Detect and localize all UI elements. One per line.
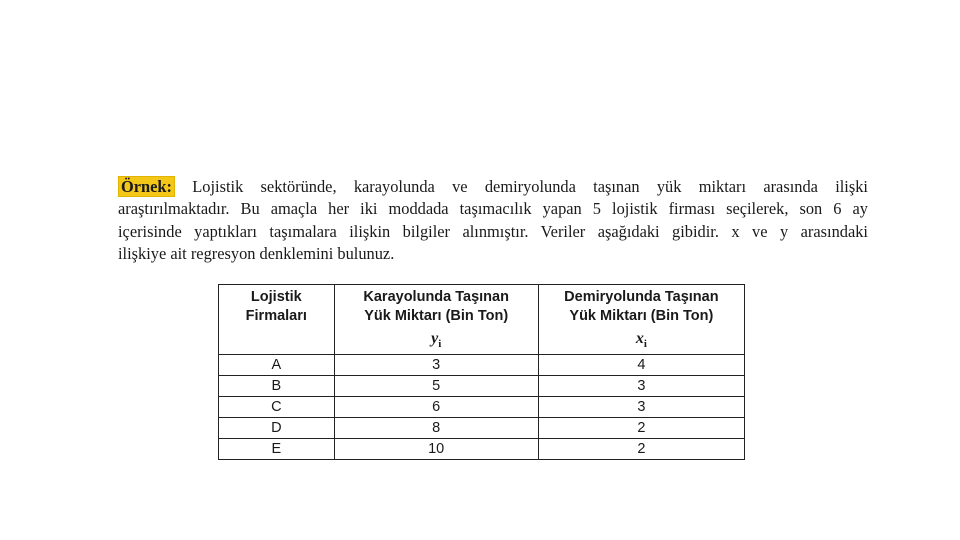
paragraph-line-3: içerisinde yaptıkları taşımalara ilişkin bilgiler alınmıştır. Veriler aşağıdaki gibidir. x ve y arasındaki bbox=[118, 221, 868, 241]
table-row bbox=[219, 418, 745, 439]
header-rail bbox=[538, 285, 744, 355]
cell-firm: A bbox=[219, 355, 335, 376]
header-rail-line2: Yük Miktarı (Bin Ton) bbox=[569, 308, 714, 324]
header-road-line2: Yük Miktarı (Bin Ton) bbox=[364, 308, 509, 324]
table-header-row bbox=[219, 285, 745, 355]
table-row bbox=[219, 355, 745, 376]
cell-road: 8 bbox=[334, 418, 538, 439]
paragraph-line-4: ilişkiye ait regresyon denklemini bulunuz. bbox=[118, 244, 395, 264]
variable-x-subscript: i bbox=[643, 338, 647, 351]
cell-rail: 3 bbox=[538, 376, 744, 397]
paragraph-text-1: Lojistik sektöründe, karayolunda ve demiryolunda taşınan yük miktarı arasında ilişki bbox=[175, 177, 868, 196]
header-road-line1: Karayolunda Taşınan bbox=[363, 289, 509, 305]
cell-road: 5 bbox=[334, 376, 538, 397]
variable-y-subscript: i bbox=[438, 338, 442, 351]
header-road-variable bbox=[335, 329, 538, 354]
header-road bbox=[334, 285, 538, 355]
table-row bbox=[219, 439, 745, 460]
cell-firm: D bbox=[219, 418, 335, 439]
example-paragraph bbox=[118, 176, 868, 266]
cell-road: 3 bbox=[334, 355, 538, 376]
paragraph-line-2: araştırılmaktadır. Bu amaçla her iki moddada taşımacılık yapan 5 lojistik firması seçilerek, son 6 ay bbox=[118, 199, 868, 219]
cell-firm: C bbox=[219, 397, 335, 418]
header-rail-line1: Demiryolunda Taşınan bbox=[564, 289, 719, 305]
variable-x: x bbox=[635, 330, 644, 347]
cell-rail: 2 bbox=[538, 439, 744, 460]
example-label: Örnek: bbox=[118, 176, 175, 197]
cell-rail: 4 bbox=[538, 355, 744, 376]
table-row bbox=[219, 397, 745, 418]
header-firms bbox=[219, 285, 335, 355]
header-firms-line2: Firmaları bbox=[245, 308, 307, 324]
header-rail-variable bbox=[539, 329, 744, 354]
cell-road: 10 bbox=[334, 439, 538, 460]
data-table bbox=[218, 284, 745, 460]
cell-rail: 3 bbox=[538, 397, 744, 418]
table-row bbox=[219, 376, 745, 397]
paragraph-line-1 bbox=[118, 176, 868, 198]
cell-firm: B bbox=[219, 376, 335, 397]
variable-y: y bbox=[431, 330, 439, 347]
cell-rail: 2 bbox=[538, 418, 744, 439]
cell-firm: E bbox=[219, 439, 335, 460]
cell-road: 6 bbox=[334, 397, 538, 418]
header-firms-line1: Lojistik bbox=[250, 289, 302, 305]
